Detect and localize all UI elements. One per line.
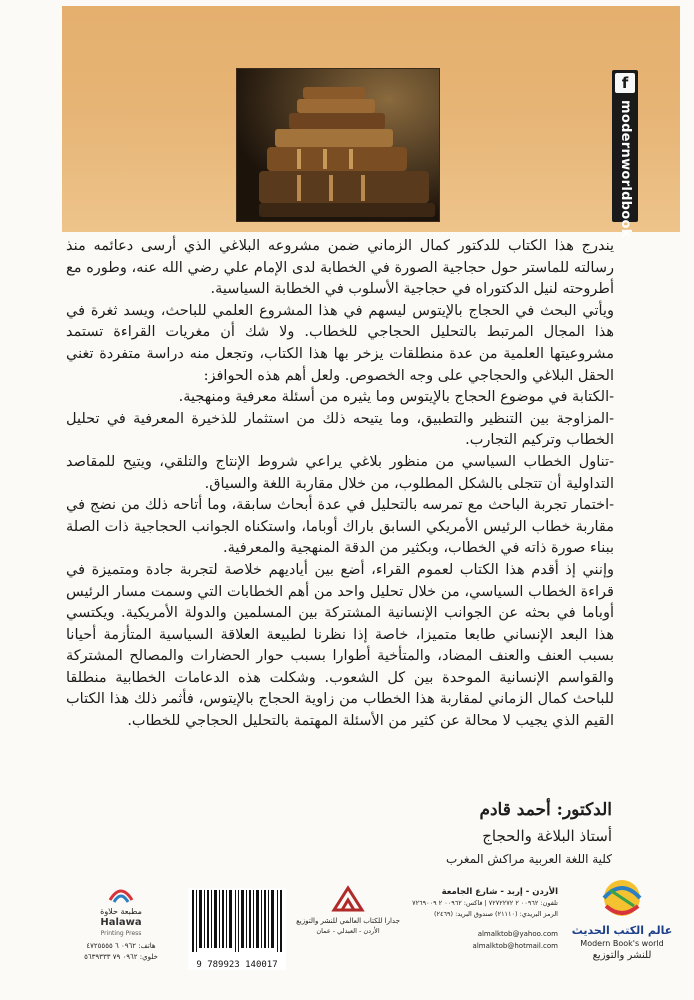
paragraph: يندرج هذا الكتاب للدكتور كمال الزماني ضمن مشروعه البلاغي الذي أرسى دعائمه منذ رسالته للماستر حول حجاجية الصورة في الخطابة لدى الإمام علي رضي الله عنه، وطوره مع أطروحته لنيل الدكتوراه في حجاجية الأسلوب في الخطابة السياسية. [66, 238, 614, 298]
publisher-name-en: Modern Book's world [580, 939, 664, 948]
social-handle: modernworldbook [618, 100, 633, 238]
paragraph: -تناول الخطاب السياسي من منظور بلاغي يراعي شروط الإنتاج والتلقي، ويتيح للمقاصد التداولية أن تتجلى بالشكل المطلوب، من خلال مقاربة اللغة والسياق. [66, 453, 614, 492]
publisher-contact [408, 886, 558, 952]
distributor-line-2: الأردن - العبدلي - عمان [316, 927, 380, 935]
author-affiliation: كلية اللغة العربية مراكش المغرب [445, 852, 612, 866]
facebook-icon: f [615, 73, 635, 93]
paragraph: -اختمار تجربة الباحث مع تمرسه بالتحليل في عدة أبحاث سابقة، وما أتاحه ذلك من نضج في مقاربة خطاب الرئيس الأمريكي السابق باراك أوباما، واستكناه الجوانب الحجاجية ذات الصلة ببناء صورة ذاته في الخطاب، وبكثير من الدقة المنهجية والمعرفية. [66, 497, 614, 557]
address-line: الأردن - إربد - شارع الجامعة [441, 887, 558, 897]
isbn-barcode [188, 888, 286, 970]
footer [62, 868, 682, 996]
printer-phone: هاتف: ٠٩٦٢ ٦ ٤٧٢٥٥٥٥ [86, 942, 156, 950]
email-1: almalktob@yahoo.com [477, 930, 558, 938]
postal-line: الرمز البريدي: (٢١١١٠) صندوق البريد: (٢٤٦٩) [433, 910, 558, 918]
paragraph: -المزاوجة بين التنظير والتطبيق، وما يتيحه ذلك من استثمار للذخيرة المعرفية في تحليل الخطاب وتركيم التجارب. [66, 410, 614, 449]
stacked-books-illustration [237, 69, 439, 221]
printer-name-ar: مطبعة حلاوة [100, 907, 142, 916]
printer-sub: Printing Press [100, 930, 142, 937]
publisher-tagline: للنشر والتوزيع [592, 950, 652, 961]
printer-mark-icon [106, 882, 136, 906]
phone-line: تلفون: ٠٠٩٦٢ ٢ ٧٢٧٢٢٧٢ | فاكس: ٠٠٩٦٢ ٢ ٧٢٦٩٠٠٩ [412, 899, 558, 907]
publisher-logo [562, 876, 682, 988]
author-title: أستاذ البلاغة والحجاج [482, 827, 612, 845]
books-photo [236, 68, 440, 222]
isbn-number: 9 789923 140017 [196, 960, 278, 970]
email-2: almalktob@hotmail.com [472, 942, 558, 950]
printer-mobile: خلوي: ٠٩٦٢ ٧٩ ٥٦٣٩٣٣٣ [84, 953, 158, 961]
paragraph: وإنني إذ أقدم هذا الكتاب لعموم القراء، أضع بين أياديهم خلاصة لتجربة جادة ومتميزة في قراءة الخطاب السياسي، من خلال تحليل واحد من أهم الخطابات التي وسمت مسار الرئيس أوباما في بحثه عن الجوانب الإنسانية المشتركة بين المسلمين والدولة الأمريكية. ويكتسي هذا البعد الإنساني طابعا متميزا، خاصة إذا نظرنا لطبيعة العلاقة السياسية المتأزمة أحيانا بسبب العنف والعنف المضاد، والمتأخية أطوارا بسبب حوار الحضارات والمصالح المشتركة والقواسم الإنسانية الموحدة بين كل الشعوب. وشكلت هذه الدعامات الخطابية منطلقا للباحث كمال الزماني لمقاربة هذا الخطاب من زاوية الحجاج بالإيتوس، فأثمر ذلك هذا الكتاب القيم الذي يجيب لا محالة عن كثير من الأسئلة المهتمة بالتحليل الحجاجي للخطاب. [66, 561, 614, 730]
globe-icon [594, 876, 650, 920]
distributor-logo [292, 882, 404, 942]
author-name: الدكتور: أحمد قادم [479, 800, 612, 820]
blurb-text [66, 236, 614, 733]
distributor-line-1: جدارا للكتاب العالمي للنشر والتوزيع [296, 917, 400, 925]
publisher-name-ar: عالم الكتب الحديث [571, 924, 673, 937]
paragraph: ويأتي البحث في الحجاج بالإيتوس ليسهم في هذا المشروع العلمي للباحث، ويسد ثغرة في هذا المجال المرتبط بالتحليل الحجاجي للخطاب. ولا شك أن مغريات القراءة تستمد مشروعيتها العلمية من عدة منطلقات يزخر بها هذا الكتاب، وتجعل منه دراسة متفردة تغني الحقل البلاغي والحجاجي على وجه الخصوص. ولعل أهم هذه الحوافز: [66, 302, 614, 384]
barcode-icon [188, 888, 286, 954]
author-signature [352, 796, 612, 870]
social-strip [612, 70, 638, 238]
paragraph: -الكتابة في موضوع الحجاج بالإيتوس وما يثيره من أسئلة معرفية ومنهجية. [178, 389, 614, 406]
printer-logo [62, 882, 180, 982]
printer-name-en: Halawa [100, 917, 142, 928]
distributor-mark-icon [328, 882, 368, 916]
